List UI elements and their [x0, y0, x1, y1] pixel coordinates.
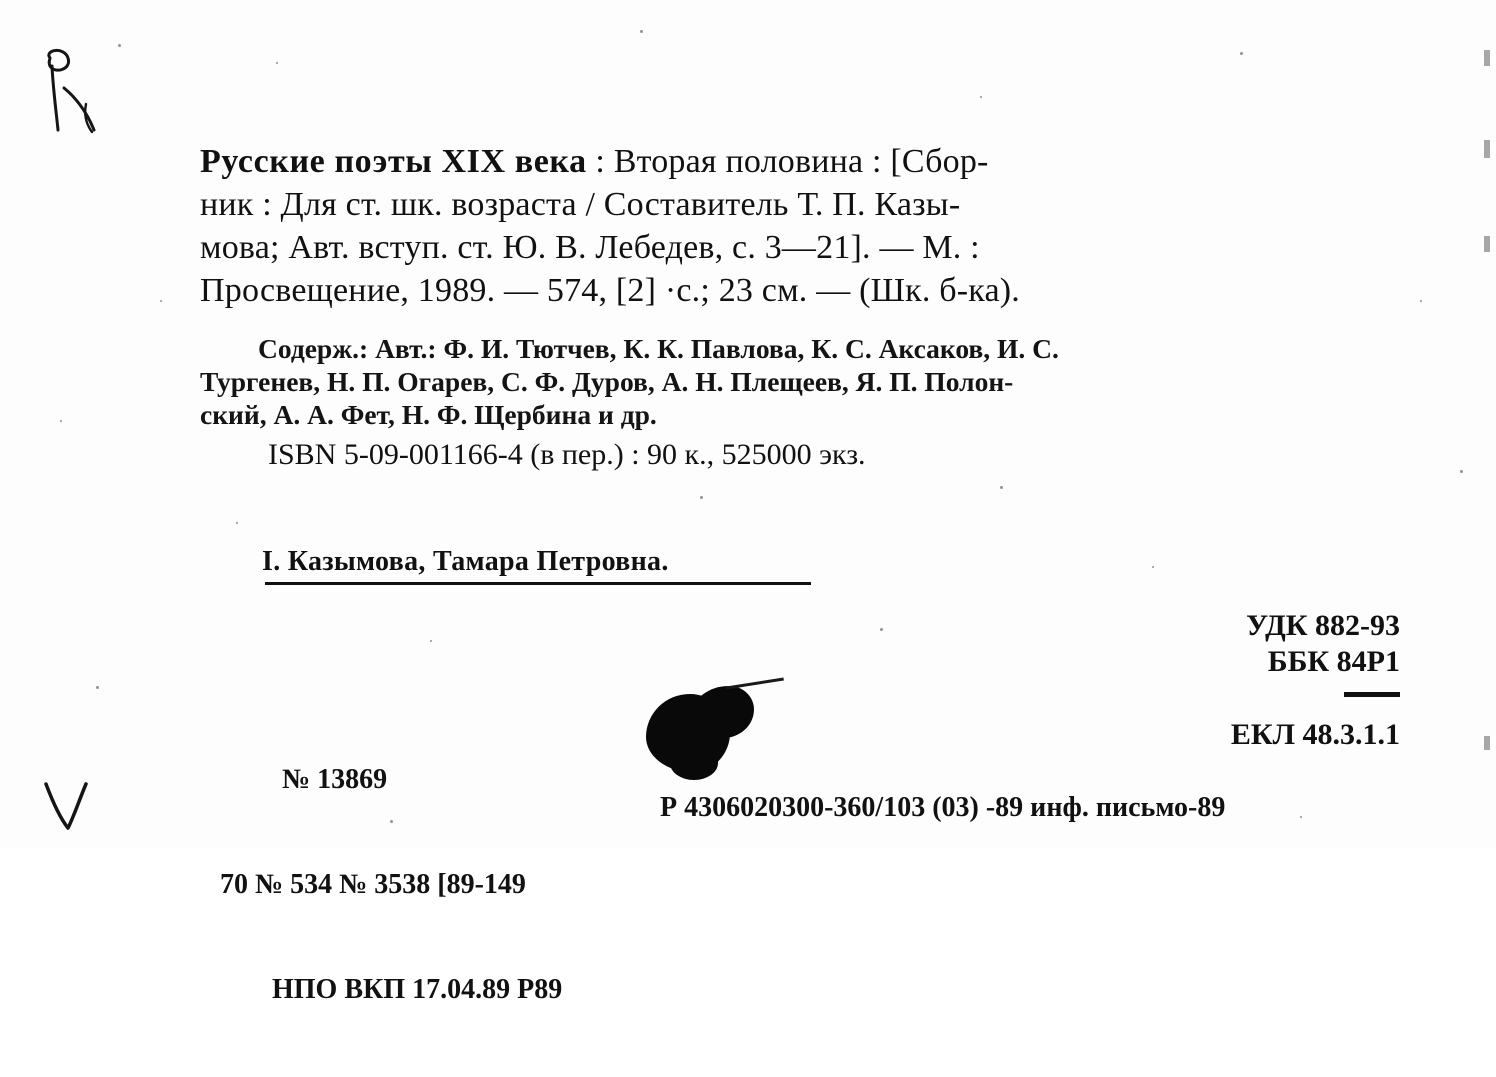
record-line-title: [200, 140, 1400, 183]
handwritten-mark-icon: [34, 44, 124, 154]
order-line-1: № 13869: [282, 764, 388, 795]
record-title: Русские поэты XIX века: [200, 143, 587, 180]
contents-note: [200, 332, 1410, 431]
order-numbers: [220, 692, 562, 1077]
bibliographic-record: [200, 140, 1400, 312]
added-entry-tracing: I. Казымова, Тамара Петровна.: [262, 546, 669, 577]
order-line-2: 70 № 534 № 3538 [89-149: [220, 869, 526, 900]
record-line-2: ник : Для ст. шк. возраста / Составитель Т. П. Казы-: [200, 186, 961, 223]
edge-artifact: [1484, 140, 1490, 158]
contents-line-1: Содерж.: Авт.: Ф. И. Тютчев, К. К. Павлова, К. С. Аксаков, И. С.: [258, 333, 1059, 364]
udk-number: УДК 882-93: [1246, 609, 1400, 642]
tracing-underline: [265, 582, 811, 585]
classification-numbers: [1246, 608, 1400, 680]
record-line-4: Просвещение, 1989. — 574, [2] ·с.; 23 см. — (Шк. б-ка).: [200, 272, 1020, 309]
contents-line-3: ский, А. А. Фет, Н. Ф. Щербина и др.: [200, 399, 657, 430]
edge-artifact: [1484, 236, 1490, 252]
ekl-number: ЕКЛ 48.3.1.1: [1230, 718, 1400, 751]
isbn-line: ISBN 5-09-001166-4 (в пер.) : 90 к., 525000 экз.: [268, 438, 866, 471]
edge-artifact: [1484, 50, 1490, 66]
imprint-code-line: Р 4306020300-360/103 (03) -89 инф. письмо-89: [660, 792, 1226, 823]
classification-rule: [1344, 692, 1400, 697]
record-line-3: мова; Авт. вступ. ст. Ю. В. Лебедев, с. 3—21]. — М. :: [200, 229, 980, 266]
handwritten-check-icon: [40, 778, 96, 834]
contents-line-2: Тургенев, Н. П. Огарев, С. Ф. Дуров, А. Н. Плещеев, Я. П. Полон-: [200, 366, 1014, 397]
edge-artifact: [1484, 736, 1490, 750]
order-line-3: НПО ВКП 17.04.89 Р89: [272, 974, 563, 1005]
ink-blot-icon: [640, 686, 760, 786]
bbk-number: ББК 84Р1: [1267, 645, 1400, 678]
record-line-1-rest: : Вторая половина : [Сбор-: [586, 143, 989, 180]
